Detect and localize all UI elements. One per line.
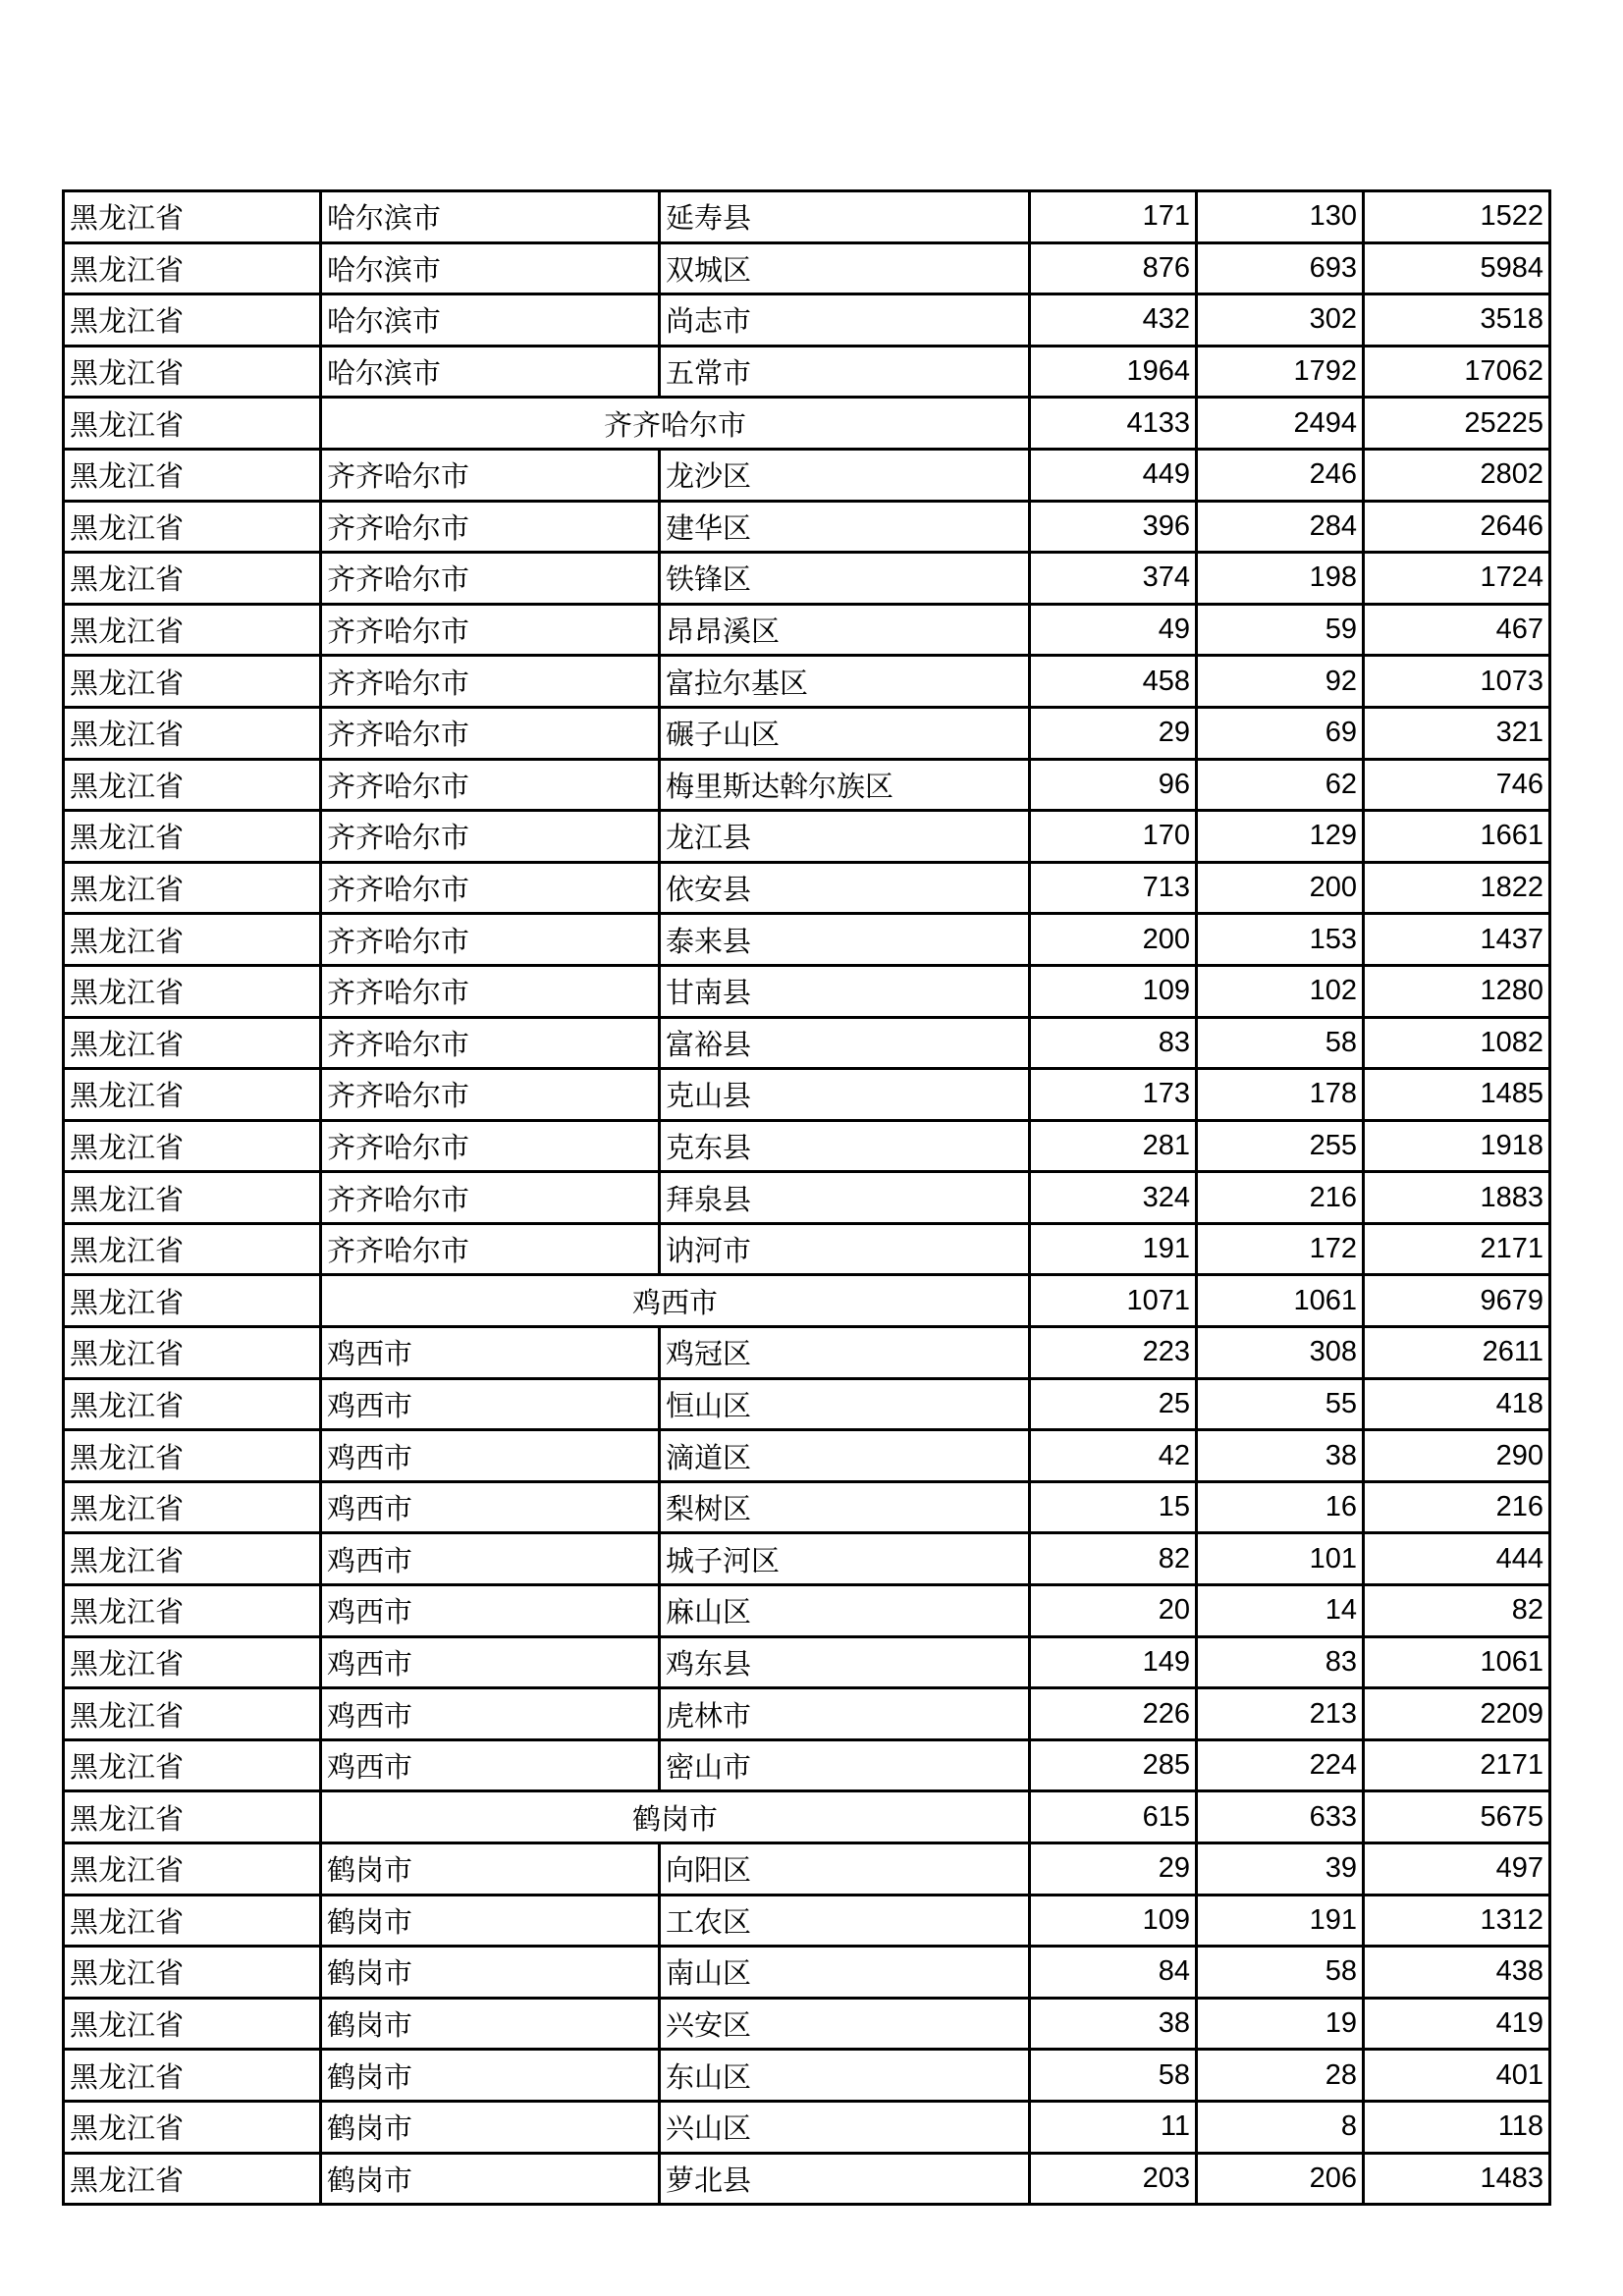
province-cell: 黑龙江省: [64, 965, 321, 1017]
city-subtotal-cell: 鸡西市: [321, 1275, 1030, 1327]
value-2-cell: 28: [1197, 2050, 1364, 2102]
value-1-cell: 1071: [1030, 1275, 1197, 1327]
city-subtotal-cell: 齐齐哈尔市: [321, 398, 1030, 450]
province-cell: 黑龙江省: [64, 1120, 321, 1172]
province-cell: 黑龙江省: [64, 862, 321, 914]
table-row: [64, 1017, 1550, 1069]
value-1-cell: 170: [1030, 811, 1197, 863]
value-3-cell: 418: [1364, 1378, 1550, 1430]
value-3-cell: 401: [1364, 2050, 1550, 2102]
value-1-cell: 173: [1030, 1069, 1197, 1121]
value-1-cell: 1964: [1030, 346, 1197, 398]
value-1-cell: 58: [1030, 2050, 1197, 2102]
table-row: [64, 242, 1550, 294]
value-3-cell: 467: [1364, 604, 1550, 656]
city-cell: 鹤岗市: [321, 1843, 660, 1896]
value-1-cell: 4133: [1030, 398, 1197, 450]
value-3-cell: 5675: [1364, 1791, 1550, 1843]
value-2-cell: 255: [1197, 1120, 1364, 1172]
value-1-cell: 281: [1030, 1120, 1197, 1172]
value-3-cell: 2171: [1364, 1223, 1550, 1275]
table-row: [64, 965, 1550, 1017]
county-cell: 拜泉县: [660, 1172, 1030, 1224]
value-2-cell: 58: [1197, 1947, 1364, 1999]
table-row: [64, 1172, 1550, 1224]
city-cell: 齐齐哈尔市: [321, 604, 660, 656]
value-2-cell: 39: [1197, 1843, 1364, 1896]
county-cell: 梅里斯达斡尔族区: [660, 759, 1030, 811]
table-row: [64, 346, 1550, 398]
table-row: [64, 862, 1550, 914]
value-2-cell: 62: [1197, 759, 1364, 811]
city-cell: 齐齐哈尔市: [321, 914, 660, 966]
city-cell: 齐齐哈尔市: [321, 862, 660, 914]
table-row: [64, 1843, 1550, 1896]
table-row: [64, 1895, 1550, 1947]
value-3-cell: 1082: [1364, 1017, 1550, 1069]
value-2-cell: 200: [1197, 862, 1364, 914]
value-3-cell: 1522: [1364, 191, 1550, 243]
county-cell: 城子河区: [660, 1533, 1030, 1585]
table-row: [64, 449, 1550, 501]
city-cell: 鹤岗市: [321, 1947, 660, 1999]
province-cell: 黑龙江省: [64, 1739, 321, 1791]
county-cell: 兴山区: [660, 2101, 1030, 2153]
value-2-cell: 101: [1197, 1533, 1364, 1585]
value-3-cell: 1483: [1364, 2153, 1550, 2205]
value-2-cell: 14: [1197, 1585, 1364, 1637]
value-2-cell: 38: [1197, 1430, 1364, 1482]
county-cell: 东山区: [660, 2050, 1030, 2102]
value-3-cell: 497: [1364, 1843, 1550, 1896]
city-cell: 齐齐哈尔市: [321, 707, 660, 759]
value-1-cell: 149: [1030, 1636, 1197, 1688]
province-cell: 黑龙江省: [64, 1947, 321, 1999]
city-cell: 鸡西市: [321, 1430, 660, 1482]
city-cell: 哈尔滨市: [321, 346, 660, 398]
value-1-cell: 876: [1030, 242, 1197, 294]
value-1-cell: 29: [1030, 707, 1197, 759]
county-cell: 龙江县: [660, 811, 1030, 863]
city-cell: 鸡西市: [321, 1585, 660, 1637]
value-1-cell: 11: [1030, 2101, 1197, 2153]
value-3-cell: 746: [1364, 759, 1550, 811]
value-3-cell: 290: [1364, 1430, 1550, 1482]
value-1-cell: 96: [1030, 759, 1197, 811]
value-2-cell: 246: [1197, 449, 1364, 501]
table-page: [62, 189, 1551, 2206]
table-row: [64, 1947, 1550, 1999]
value-3-cell: 2802: [1364, 449, 1550, 501]
value-2-cell: 58: [1197, 1017, 1364, 1069]
city-cell: 齐齐哈尔市: [321, 811, 660, 863]
value-1-cell: 82: [1030, 1533, 1197, 1585]
city-cell: 鸡西市: [321, 1533, 660, 1585]
value-2-cell: 206: [1197, 2153, 1364, 2205]
value-2-cell: 216: [1197, 1172, 1364, 1224]
city-subtotal-cell: 鹤岗市: [321, 1791, 1030, 1843]
city-cell: 鹤岗市: [321, 1998, 660, 2050]
province-cell: 黑龙江省: [64, 191, 321, 243]
value-2-cell: 83: [1197, 1636, 1364, 1688]
value-1-cell: 191: [1030, 1223, 1197, 1275]
value-2-cell: 1061: [1197, 1275, 1364, 1327]
county-cell: 克东县: [660, 1120, 1030, 1172]
province-cell: 黑龙江省: [64, 1275, 321, 1327]
province-cell: 黑龙江省: [64, 2050, 321, 2102]
value-1-cell: 200: [1030, 914, 1197, 966]
table-row: [64, 1430, 1550, 1482]
value-3-cell: 118: [1364, 2101, 1550, 2153]
county-cell: 泰来县: [660, 914, 1030, 966]
value-1-cell: 458: [1030, 656, 1197, 708]
value-1-cell: 713: [1030, 862, 1197, 914]
value-1-cell: 171: [1030, 191, 1197, 243]
table-row: [64, 604, 1550, 656]
city-cell: 齐齐哈尔市: [321, 759, 660, 811]
table-row: [64, 1327, 1550, 1379]
value-1-cell: 109: [1030, 1895, 1197, 1947]
county-cell: 滴道区: [660, 1430, 1030, 1482]
table-row: [64, 553, 1550, 605]
table-row: [64, 1688, 1550, 1740]
county-cell: 工农区: [660, 1895, 1030, 1947]
value-3-cell: 1485: [1364, 1069, 1550, 1121]
province-cell: 黑龙江省: [64, 914, 321, 966]
table-body: [64, 191, 1550, 2205]
city-cell: 哈尔滨市: [321, 242, 660, 294]
city-cell: 鸡西市: [321, 1739, 660, 1791]
value-1-cell: 20: [1030, 1585, 1197, 1637]
value-1-cell: 223: [1030, 1327, 1197, 1379]
county-cell: 龙沙区: [660, 449, 1030, 501]
province-cell: 黑龙江省: [64, 1895, 321, 1947]
value-1-cell: 285: [1030, 1739, 1197, 1791]
city-cell: 齐齐哈尔市: [321, 965, 660, 1017]
table-row: [64, 1533, 1550, 1585]
city-cell: 鹤岗市: [321, 2101, 660, 2153]
value-3-cell: 3518: [1364, 294, 1550, 347]
province-cell: 黑龙江省: [64, 1172, 321, 1224]
province-cell: 黑龙江省: [64, 346, 321, 398]
county-cell: 鸡东县: [660, 1636, 1030, 1688]
value-3-cell: 82: [1364, 1585, 1550, 1637]
value-3-cell: 1073: [1364, 656, 1550, 708]
province-cell: 黑龙江省: [64, 242, 321, 294]
county-cell: 富裕县: [660, 1017, 1030, 1069]
table-row: [64, 2153, 1550, 2205]
county-cell: 富拉尔基区: [660, 656, 1030, 708]
value-1-cell: 15: [1030, 1481, 1197, 1533]
value-2-cell: 16: [1197, 1481, 1364, 1533]
value-1-cell: 432: [1030, 294, 1197, 347]
county-cell: 建华区: [660, 501, 1030, 553]
table-row: [64, 759, 1550, 811]
city-cell: 齐齐哈尔市: [321, 553, 660, 605]
city-cell: 齐齐哈尔市: [321, 1069, 660, 1121]
table-row: [64, 1223, 1550, 1275]
province-cell: 黑龙江省: [64, 1636, 321, 1688]
province-cell: 黑龙江省: [64, 553, 321, 605]
province-cell: 黑龙江省: [64, 2153, 321, 2205]
table-row: [64, 1378, 1550, 1430]
province-cell: 黑龙江省: [64, 759, 321, 811]
table-row: [64, 1585, 1550, 1637]
value-2-cell: 224: [1197, 1739, 1364, 1791]
table-row: [64, 2101, 1550, 2153]
province-cell: 黑龙江省: [64, 1688, 321, 1740]
county-cell: 萝北县: [660, 2153, 1030, 2205]
value-3-cell: 444: [1364, 1533, 1550, 1585]
value-1-cell: 226: [1030, 1688, 1197, 1740]
value-2-cell: 191: [1197, 1895, 1364, 1947]
county-cell: 恒山区: [660, 1378, 1030, 1430]
value-1-cell: 84: [1030, 1947, 1197, 1999]
city-cell: 齐齐哈尔市: [321, 1172, 660, 1224]
table-row: [64, 501, 1550, 553]
city-cell: 鸡西市: [321, 1378, 660, 1430]
value-3-cell: 2646: [1364, 501, 1550, 553]
table-row: [64, 1791, 1550, 1843]
province-cell: 黑龙江省: [64, 1223, 321, 1275]
county-cell: 兴安区: [660, 1998, 1030, 2050]
value-2-cell: 1792: [1197, 346, 1364, 398]
province-cell: 黑龙江省: [64, 2101, 321, 2153]
city-cell: 齐齐哈尔市: [321, 449, 660, 501]
value-3-cell: 25225: [1364, 398, 1550, 450]
province-cell: 黑龙江省: [64, 501, 321, 553]
province-cell: 黑龙江省: [64, 398, 321, 450]
city-cell: 齐齐哈尔市: [321, 1120, 660, 1172]
county-cell: 讷河市: [660, 1223, 1030, 1275]
county-cell: 依安县: [660, 862, 1030, 914]
province-cell: 黑龙江省: [64, 449, 321, 501]
value-3-cell: 438: [1364, 1947, 1550, 1999]
table-row: [64, 191, 1550, 243]
county-cell: 甘南县: [660, 965, 1030, 1017]
county-cell: 延寿县: [660, 191, 1030, 243]
city-cell: 齐齐哈尔市: [321, 1223, 660, 1275]
value-1-cell: 396: [1030, 501, 1197, 553]
province-cell: 黑龙江省: [64, 1327, 321, 1379]
city-cell: 鹤岗市: [321, 2050, 660, 2102]
table-row: [64, 914, 1550, 966]
value-3-cell: 1312: [1364, 1895, 1550, 1947]
value-2-cell: 102: [1197, 965, 1364, 1017]
value-3-cell: 419: [1364, 1998, 1550, 2050]
value-2-cell: 59: [1197, 604, 1364, 656]
value-1-cell: 449: [1030, 449, 1197, 501]
table-row: [64, 2050, 1550, 2102]
value-1-cell: 42: [1030, 1430, 1197, 1482]
province-cell: 黑龙江省: [64, 604, 321, 656]
province-cell: 黑龙江省: [64, 1585, 321, 1637]
county-cell: 铁锋区: [660, 553, 1030, 605]
province-cell: 黑龙江省: [64, 1430, 321, 1482]
value-2-cell: 130: [1197, 191, 1364, 243]
value-3-cell: 1918: [1364, 1120, 1550, 1172]
county-cell: 尚志市: [660, 294, 1030, 347]
county-cell: 密山市: [660, 1739, 1030, 1791]
value-1-cell: 109: [1030, 965, 1197, 1017]
value-2-cell: 633: [1197, 1791, 1364, 1843]
value-2-cell: 284: [1197, 501, 1364, 553]
value-3-cell: 1724: [1364, 553, 1550, 605]
value-3-cell: 5984: [1364, 242, 1550, 294]
province-cell: 黑龙江省: [64, 1533, 321, 1585]
province-cell: 黑龙江省: [64, 707, 321, 759]
city-cell: 鹤岗市: [321, 2153, 660, 2205]
value-3-cell: 1280: [1364, 965, 1550, 1017]
value-2-cell: 308: [1197, 1327, 1364, 1379]
county-cell: 双城区: [660, 242, 1030, 294]
value-3-cell: 1437: [1364, 914, 1550, 966]
value-3-cell: 9679: [1364, 1275, 1550, 1327]
value-3-cell: 2209: [1364, 1688, 1550, 1740]
value-3-cell: 321: [1364, 707, 1550, 759]
value-1-cell: 374: [1030, 553, 1197, 605]
value-1-cell: 615: [1030, 1791, 1197, 1843]
table-row: [64, 398, 1550, 450]
province-cell: 黑龙江省: [64, 294, 321, 347]
county-cell: 虎林市: [660, 1688, 1030, 1740]
data-table: [62, 189, 1551, 2206]
value-2-cell: 92: [1197, 656, 1364, 708]
province-cell: 黑龙江省: [64, 1843, 321, 1896]
province-cell: 黑龙江省: [64, 1481, 321, 1533]
table-row: [64, 1481, 1550, 1533]
value-2-cell: 302: [1197, 294, 1364, 347]
province-cell: 黑龙江省: [64, 656, 321, 708]
city-cell: 鸡西市: [321, 1327, 660, 1379]
city-cell: 哈尔滨市: [321, 191, 660, 243]
table-row: [64, 1275, 1550, 1327]
city-cell: 鸡西市: [321, 1481, 660, 1533]
city-cell: 哈尔滨市: [321, 294, 660, 347]
value-2-cell: 55: [1197, 1378, 1364, 1430]
table-row: [64, 1069, 1550, 1121]
value-2-cell: 69: [1197, 707, 1364, 759]
province-cell: 黑龙江省: [64, 1998, 321, 2050]
county-cell: 碾子山区: [660, 707, 1030, 759]
province-cell: 黑龙江省: [64, 1791, 321, 1843]
county-cell: 向阳区: [660, 1843, 1030, 1896]
value-3-cell: 1061: [1364, 1636, 1550, 1688]
city-cell: 鸡西市: [321, 1636, 660, 1688]
city-cell: 鹤岗市: [321, 1895, 660, 1947]
county-cell: 麻山区: [660, 1585, 1030, 1637]
value-3-cell: 2611: [1364, 1327, 1550, 1379]
county-cell: 鸡冠区: [660, 1327, 1030, 1379]
value-2-cell: 153: [1197, 914, 1364, 966]
province-cell: 黑龙江省: [64, 1378, 321, 1430]
city-cell: 鸡西市: [321, 1688, 660, 1740]
table-row: [64, 1998, 1550, 2050]
value-2-cell: 693: [1197, 242, 1364, 294]
value-2-cell: 178: [1197, 1069, 1364, 1121]
value-3-cell: 2171: [1364, 1739, 1550, 1791]
value-1-cell: 25: [1030, 1378, 1197, 1430]
province-cell: 黑龙江省: [64, 1069, 321, 1121]
province-cell: 黑龙江省: [64, 1017, 321, 1069]
value-1-cell: 83: [1030, 1017, 1197, 1069]
value-2-cell: 2494: [1197, 398, 1364, 450]
table-row: [64, 656, 1550, 708]
city-cell: 齐齐哈尔市: [321, 656, 660, 708]
value-2-cell: 213: [1197, 1688, 1364, 1740]
value-3-cell: 1883: [1364, 1172, 1550, 1224]
county-cell: 梨树区: [660, 1481, 1030, 1533]
value-3-cell: 1822: [1364, 862, 1550, 914]
value-2-cell: 8: [1197, 2101, 1364, 2153]
value-1-cell: 324: [1030, 1172, 1197, 1224]
table-row: [64, 811, 1550, 863]
value-1-cell: 38: [1030, 1998, 1197, 2050]
value-3-cell: 216: [1364, 1481, 1550, 1533]
county-cell: 五常市: [660, 346, 1030, 398]
county-cell: 克山县: [660, 1069, 1030, 1121]
value-2-cell: 198: [1197, 553, 1364, 605]
value-2-cell: 129: [1197, 811, 1364, 863]
value-2-cell: 172: [1197, 1223, 1364, 1275]
province-cell: 黑龙江省: [64, 811, 321, 863]
value-3-cell: 17062: [1364, 346, 1550, 398]
table-row: [64, 707, 1550, 759]
table-row: [64, 1739, 1550, 1791]
value-3-cell: 1661: [1364, 811, 1550, 863]
county-cell: 南山区: [660, 1947, 1030, 1999]
city-cell: 齐齐哈尔市: [321, 1017, 660, 1069]
city-cell: 齐齐哈尔市: [321, 501, 660, 553]
table-row: [64, 1636, 1550, 1688]
value-1-cell: 49: [1030, 604, 1197, 656]
table-row: [64, 1120, 1550, 1172]
county-cell: 昂昂溪区: [660, 604, 1030, 656]
value-1-cell: 203: [1030, 2153, 1197, 2205]
value-1-cell: 29: [1030, 1843, 1197, 1896]
table-row: [64, 294, 1550, 347]
value-2-cell: 19: [1197, 1998, 1364, 2050]
